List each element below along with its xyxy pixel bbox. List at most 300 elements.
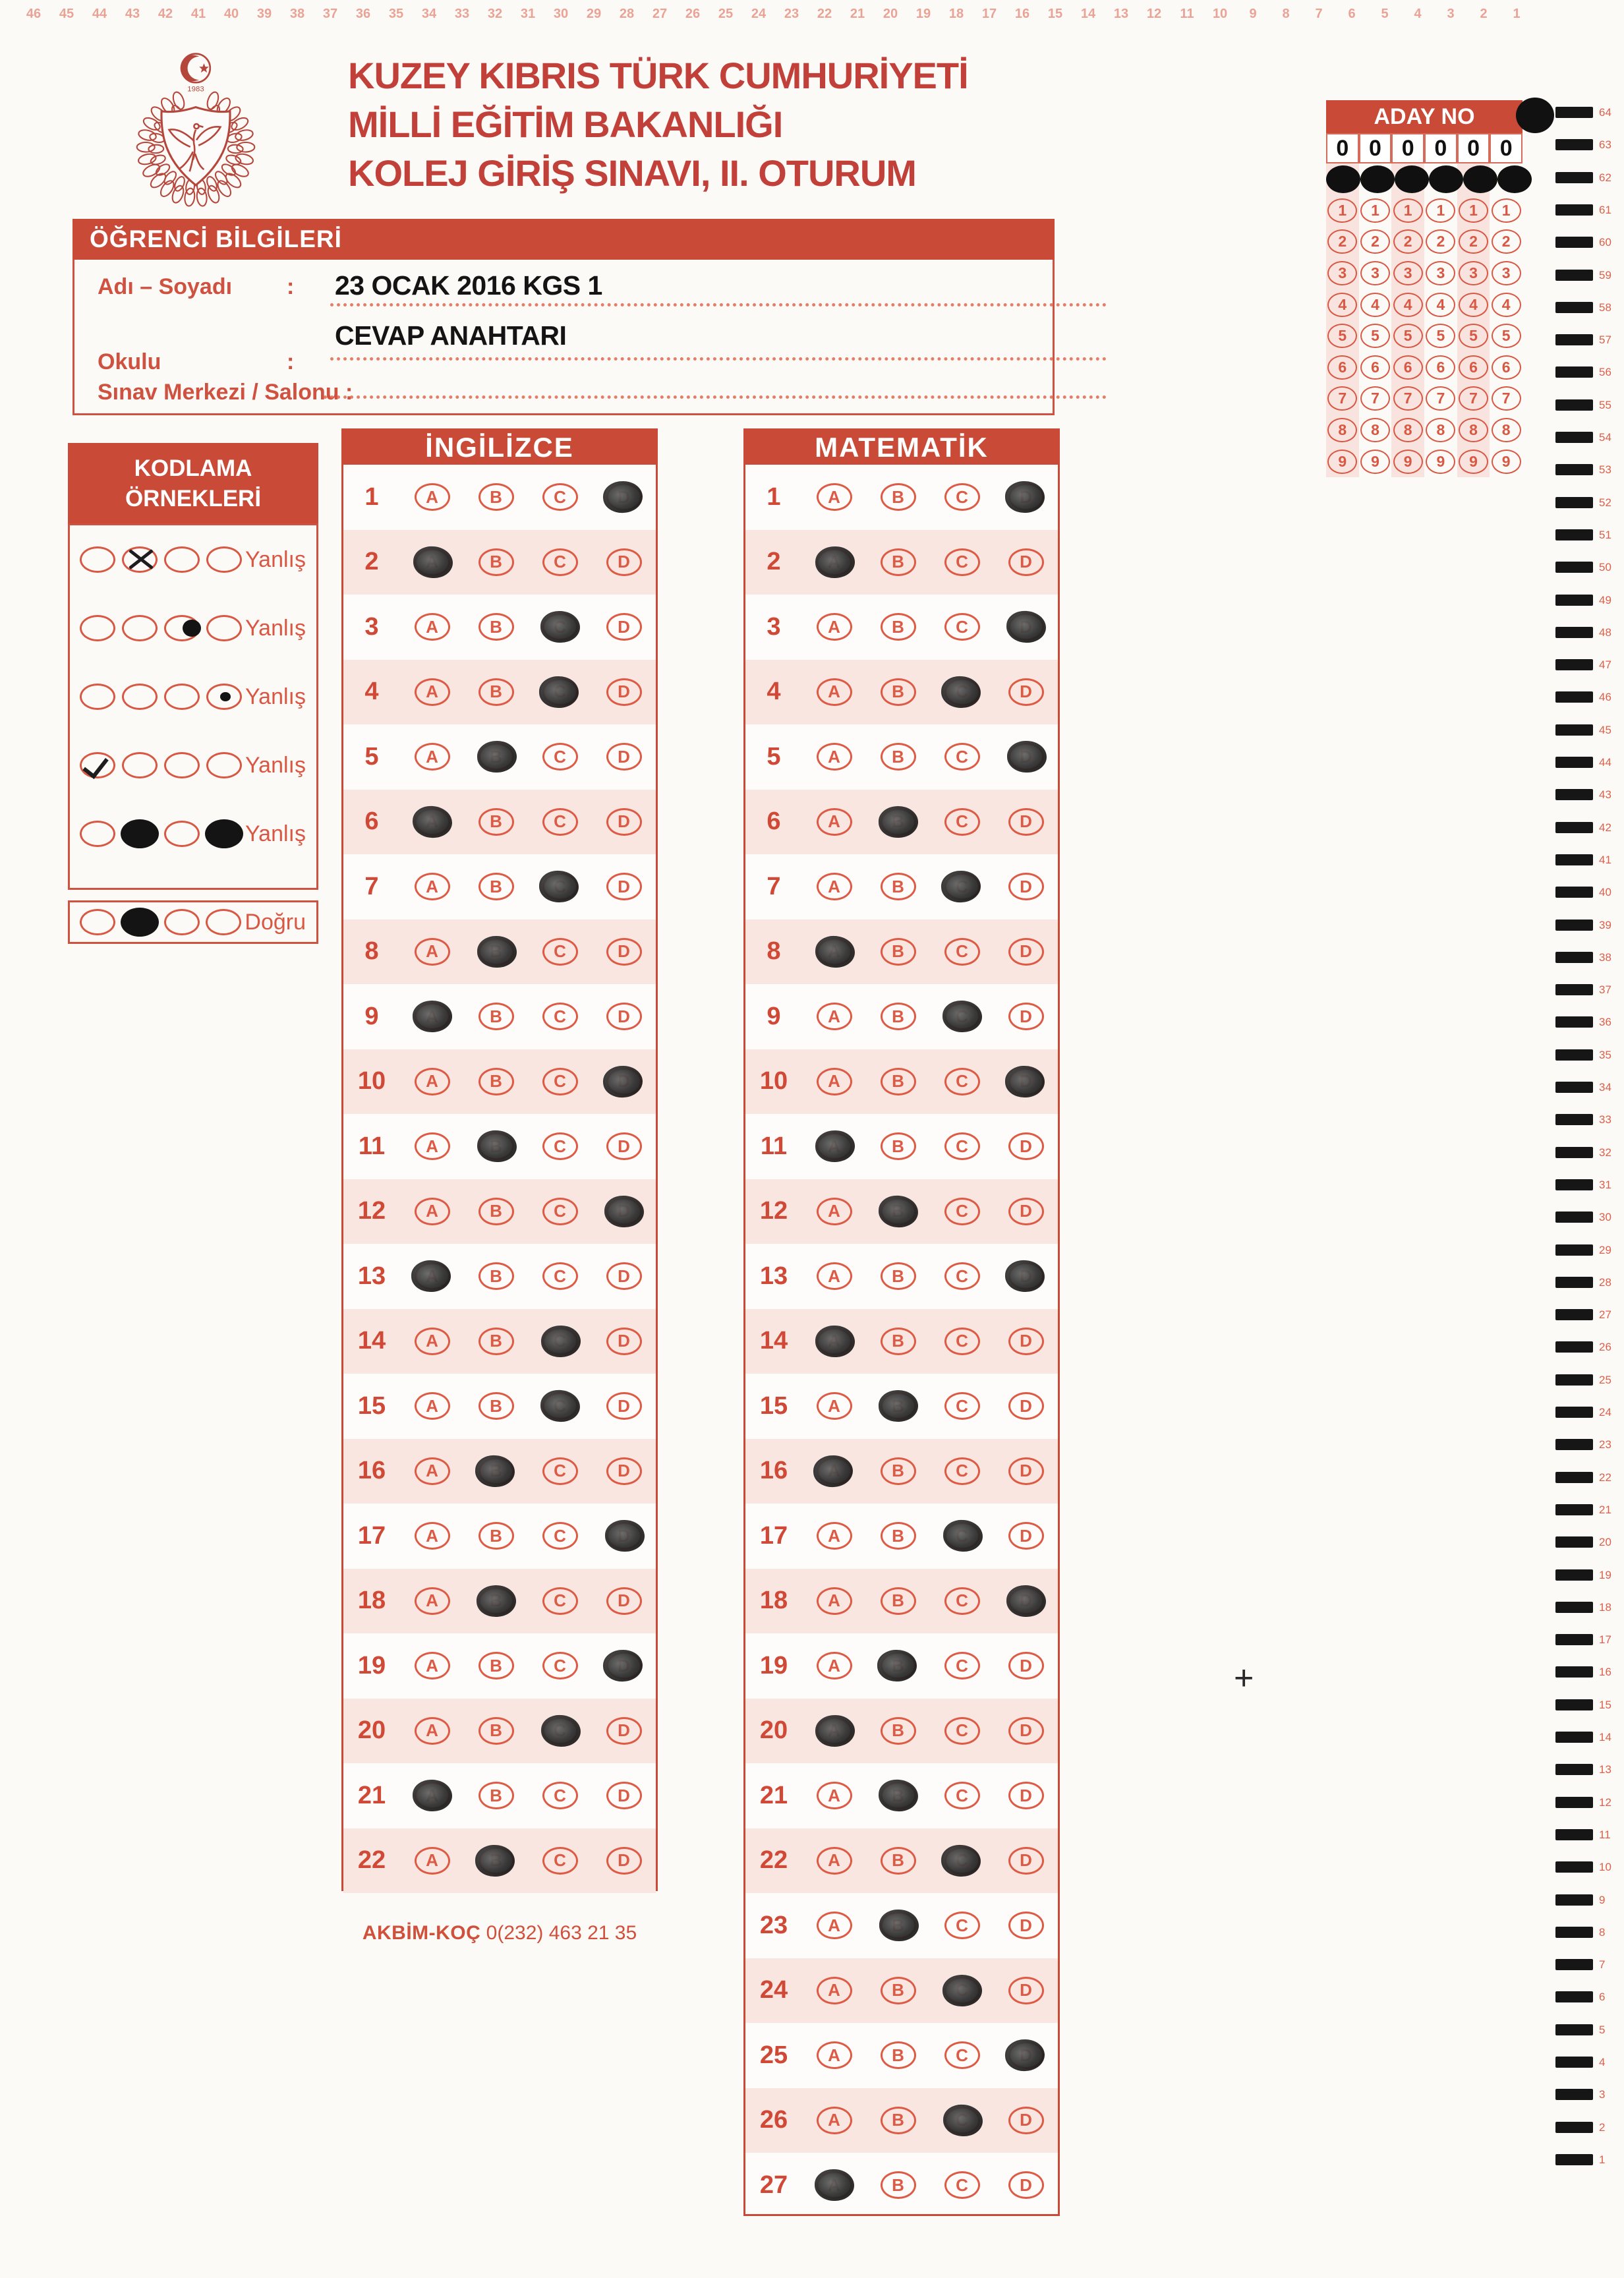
- answer-bubble[interactable]: C: [542, 1457, 578, 1485]
- question-row: [745, 1439, 1058, 1504]
- answer-bubble[interactable]: C: [944, 548, 980, 576]
- answer-bubble[interactable]: A: [817, 1522, 852, 1550]
- answer-cell: [802, 1587, 866, 1615]
- answer-cell: [528, 1652, 592, 1679]
- digit-bubble[interactable]: 9: [1492, 450, 1521, 474]
- question-number: 5: [364, 742, 379, 771]
- digit-bubble[interactable]: 9: [1327, 450, 1357, 474]
- ruler-number: 38: [289, 7, 305, 21]
- answer-bubble[interactable]: B: [478, 1392, 514, 1420]
- answer-cell: [994, 1652, 1058, 1679]
- pencil-mark: [411, 1260, 451, 1293]
- answer-bubble[interactable]: C: [944, 808, 980, 836]
- timing-mark: [1555, 691, 1593, 703]
- question-row: [745, 530, 1058, 595]
- timing-mark-number: 56: [1599, 366, 1611, 379]
- digit-bubble[interactable]: [1395, 165, 1429, 193]
- answer-bubble[interactable]: C: [944, 938, 980, 966]
- answer-bubble[interactable]: A: [817, 1068, 852, 1095]
- answer-bubble[interactable]: D: [606, 1392, 642, 1420]
- registration-dot: [1516, 98, 1554, 133]
- timing-mark-number: 20: [1599, 1536, 1611, 1549]
- digit-bubble[interactable]: 4: [1426, 293, 1455, 317]
- answer-bubble[interactable]: C: [944, 2171, 980, 2199]
- answer-bubble[interactable]: B: [478, 1522, 514, 1550]
- answer-bubble[interactable]: C: [542, 1652, 578, 1679]
- answer-bubble[interactable]: B: [478, 808, 514, 836]
- digit-bubble[interactable]: 2: [1426, 229, 1455, 254]
- answer-cell: [400, 1587, 464, 1615]
- digit-bubble[interactable]: [1497, 165, 1532, 193]
- answer-bubble[interactable]: A: [415, 1392, 450, 1420]
- digit-bubble[interactable]: 6: [1426, 355, 1455, 380]
- answer-bubble[interactable]: C: [542, 1262, 578, 1290]
- timing-mark-number: 2: [1599, 2120, 1606, 2134]
- answer-bubble[interactable]: C: [542, 1847, 578, 1875]
- timing-mark: [1555, 627, 1593, 638]
- digit-bubble[interactable]: 8: [1492, 418, 1521, 442]
- answer-bubble[interactable]: A: [817, 1977, 852, 2004]
- answer-bubble[interactable]: C: [542, 483, 578, 511]
- question-row: [745, 1699, 1058, 1764]
- answer-bubble[interactable]: D: [606, 1782, 642, 1809]
- digit-bubble[interactable]: 9: [1459, 450, 1488, 474]
- answer-bubble[interactable]: B: [478, 483, 514, 511]
- answer-bubble[interactable]: C: [944, 483, 980, 511]
- digit-bubble[interactable]: 4: [1393, 293, 1423, 317]
- answer-cell: [400, 1198, 464, 1225]
- answer-cell: [866, 1132, 930, 1160]
- answer-bubble[interactable]: C: [944, 1132, 980, 1160]
- answer-bubble[interactable]: D: [1008, 2107, 1044, 2134]
- answer-bubble[interactable]: D: [1008, 1782, 1044, 1809]
- answer-bubble[interactable]: C: [542, 1068, 578, 1095]
- answer-cell: [866, 2041, 930, 2069]
- answer-bubble[interactable]: A: [415, 1522, 450, 1550]
- answer-bubble[interactable]: C: [944, 1652, 980, 1679]
- answer-bubble[interactable]: B: [478, 1003, 514, 1030]
- answer-bubble[interactable]: D: [1008, 1457, 1044, 1485]
- answer-bubble[interactable]: D: [606, 1717, 642, 1745]
- ruler-number: 31: [520, 7, 536, 21]
- printer-brand: AKBİM-KOÇ: [362, 1922, 481, 1944]
- answer-bubble[interactable]: B: [881, 938, 916, 966]
- digit-bubble[interactable]: 2: [1459, 229, 1488, 254]
- answer-bubble[interactable]: A: [415, 1457, 450, 1485]
- answer-bubble[interactable]: C: [542, 808, 578, 836]
- digit-bubble[interactable]: 7: [1426, 386, 1455, 411]
- answer-bubble[interactable]: C: [542, 1132, 578, 1160]
- answer-bubble[interactable]: B: [881, 1068, 916, 1095]
- digit-bubble[interactable]: 7: [1327, 386, 1357, 411]
- answer-bubble[interactable]: D: [1008, 1847, 1044, 1875]
- answer-bubble[interactable]: B: [881, 1977, 916, 2004]
- answer-bubble[interactable]: D: [1008, 1328, 1044, 1355]
- digit-bubble[interactable]: 5: [1360, 324, 1390, 348]
- digit-bubble[interactable]: 4: [1492, 293, 1521, 317]
- answer-bubble[interactable]: A: [817, 2107, 852, 2134]
- answer-bubble[interactable]: C: [542, 548, 578, 576]
- answer-bubble[interactable]: A: [415, 483, 450, 511]
- digit-bubble[interactable]: 2: [1393, 229, 1423, 254]
- digit-bubble[interactable]: 1: [1327, 198, 1357, 223]
- digit-bubble[interactable]: [1360, 165, 1395, 193]
- timing-mark: [1555, 270, 1593, 281]
- digit-bubble[interactable]: 7: [1393, 386, 1423, 411]
- answer-bubble[interactable]: D: [606, 1587, 642, 1615]
- digit-bubble[interactable]: 8: [1426, 418, 1455, 442]
- timing-mark-number: 11: [1599, 1828, 1611, 1841]
- answer-bubble[interactable]: B: [478, 873, 514, 900]
- answer-bubble[interactable]: B: [881, 1717, 916, 1745]
- correct-example-box: [68, 900, 318, 944]
- answer-cell: [400, 1262, 464, 1290]
- answer-cell: [866, 873, 930, 900]
- digit-bubble[interactable]: 8: [1459, 418, 1488, 442]
- answer-bubble[interactable]: B: [881, 2041, 916, 2069]
- answer-cell: [802, 1262, 866, 1290]
- answer-bubble[interactable]: D: [606, 743, 642, 771]
- example-bubble-cell: [203, 612, 245, 644]
- pencil-mark: [1004, 1260, 1045, 1293]
- answer-cell: [994, 1717, 1058, 1745]
- answer-bubble[interactable]: D: [606, 873, 642, 900]
- digit-cell: [1359, 383, 1392, 415]
- answer-bubble[interactable]: B: [881, 743, 916, 771]
- ruler-number: 42: [158, 7, 173, 21]
- answer-bubble[interactable]: A: [415, 613, 450, 641]
- digit-bubble[interactable]: 2: [1492, 229, 1521, 254]
- digit-bubble[interactable]: 1: [1426, 198, 1455, 223]
- digit-cell: [1359, 226, 1392, 258]
- timing-mark: [1555, 1666, 1593, 1678]
- answer-bubble[interactable]: D: [606, 1328, 642, 1355]
- emblem-year: 1983: [187, 85, 204, 94]
- digit-bubble[interactable]: 6: [1327, 355, 1357, 380]
- example-bubble-cell: [76, 818, 119, 850]
- answer-bubble[interactable]: B: [881, 548, 916, 576]
- answer-bubble[interactable]: A: [817, 873, 852, 900]
- digit-bubble[interactable]: 1: [1492, 198, 1521, 223]
- timing-mark: [1555, 366, 1593, 378]
- digit-cell: [1391, 195, 1424, 227]
- question-row: [745, 1374, 1058, 1439]
- digit-cell: [1391, 226, 1424, 258]
- answer-bubble[interactable]: C: [542, 743, 578, 771]
- digit-bubble[interactable]: 3: [1393, 261, 1423, 285]
- answer-bubble[interactable]: C: [944, 1782, 980, 1809]
- answer-bubble[interactable]: A: [415, 1198, 450, 1225]
- question-row: [745, 724, 1058, 790]
- timing-mark: [1555, 822, 1593, 833]
- answer-bubble[interactable]: C: [944, 1912, 980, 1939]
- digit-bubble[interactable]: 7: [1492, 386, 1521, 411]
- answer-bubble[interactable]: D: [1008, 1717, 1044, 1745]
- digit-bubble[interactable]: 1: [1393, 198, 1423, 223]
- answer-bubble[interactable]: A: [415, 1587, 450, 1615]
- answer-bubble[interactable]: C: [944, 1457, 980, 1485]
- answer-bubble[interactable]: A: [415, 873, 450, 900]
- answer-bubble[interactable]: A: [415, 1068, 450, 1095]
- answer-bubble[interactable]: B: [478, 1328, 514, 1355]
- digit-bubble[interactable]: 1: [1459, 198, 1488, 223]
- answer-bubble[interactable]: D: [1008, 938, 1044, 966]
- answer-bubble[interactable]: D: [1008, 1392, 1044, 1420]
- answer-bubble[interactable]: B: [478, 613, 514, 641]
- answer-bubble[interactable]: B: [881, 2171, 916, 2199]
- question-number: 22: [759, 1846, 788, 1875]
- answer-bubble[interactable]: B: [881, 1328, 916, 1355]
- digit-bubble[interactable]: 3: [1492, 261, 1521, 285]
- answer-bubble[interactable]: B: [881, 1003, 916, 1030]
- answer-bubble[interactable]: A: [415, 678, 450, 706]
- answer-bubble[interactable]: B: [881, 483, 916, 511]
- answer-bubble[interactable]: A: [817, 2041, 852, 2069]
- digit-bubble[interactable]: 9: [1360, 450, 1390, 474]
- digit-bubble[interactable]: 9: [1426, 450, 1455, 474]
- answer-bubble[interactable]: C: [542, 1587, 578, 1615]
- digit-bubble[interactable]: 7: [1459, 386, 1488, 411]
- correct-example-row: [70, 902, 316, 942]
- timing-mark-number: 52: [1599, 496, 1611, 509]
- answer-bubble[interactable]: C: [944, 1392, 980, 1420]
- answer-bubble[interactable]: B: [881, 1262, 916, 1290]
- answer-cell: [464, 873, 528, 900]
- answer-bubble[interactable]: D: [606, 548, 642, 576]
- digit-bubble[interactable]: 7: [1360, 386, 1390, 411]
- digit-bubble[interactable]: 2: [1360, 229, 1390, 254]
- answer-cell: [930, 1132, 994, 1160]
- question-number: 8: [364, 937, 379, 966]
- digit-cell: [1359, 415, 1392, 446]
- answer-bubble[interactable]: C: [944, 1262, 980, 1290]
- digit-bubble-row: [1326, 195, 1522, 227]
- answer-bubble[interactable]: C: [542, 1198, 578, 1225]
- answer-bubble[interactable]: B: [478, 678, 514, 706]
- answer-bubble[interactable]: D: [606, 808, 642, 836]
- answer-bubble[interactable]: D: [1008, 1977, 1044, 2004]
- answer-cell: [592, 808, 656, 836]
- answer-bubble[interactable]: D: [606, 1132, 642, 1160]
- answer-bubble[interactable]: B: [881, 873, 916, 900]
- answer-bubble[interactable]: B: [881, 1847, 916, 1875]
- answer-bubble[interactable]: A: [415, 1132, 450, 1160]
- digit-bubble[interactable]: 2: [1327, 229, 1357, 254]
- answer-bubble[interactable]: B: [881, 2107, 916, 2134]
- emblem-shield: [161, 107, 230, 185]
- digit-bubble[interactable]: [1326, 165, 1360, 193]
- question-row: [745, 1114, 1058, 1179]
- answer-bubble[interactable]: B: [478, 1262, 514, 1290]
- answer-cell: [464, 1003, 528, 1030]
- answer-bubble[interactable]: D: [1008, 1522, 1044, 1550]
- digit-cell: [1424, 289, 1457, 320]
- answer-bubble[interactable]: A: [817, 1912, 852, 1939]
- answer-bubble[interactable]: B: [478, 548, 514, 576]
- answer-bubble[interactable]: A: [415, 938, 450, 966]
- empty-bubble-example: [206, 909, 241, 935]
- digit-bubble[interactable]: 8: [1393, 418, 1423, 442]
- answer-cell: [528, 1003, 592, 1030]
- timing-mark: [1555, 1049, 1593, 1061]
- answer-bubble[interactable]: A: [817, 1782, 852, 1809]
- answer-cell: [528, 1717, 592, 1745]
- question-row: [343, 1763, 656, 1828]
- timing-mark-number: 14: [1599, 1731, 1611, 1743]
- answer-bubble[interactable]: C: [944, 1717, 980, 1745]
- answer-bubble[interactable]: D: [1008, 808, 1044, 836]
- example-label: Yanlış: [245, 546, 306, 572]
- answer-cell: [994, 1198, 1058, 1225]
- section-panel-english: [341, 428, 658, 1891]
- question-row: [343, 1569, 656, 1634]
- answer-bubble[interactable]: D: [606, 938, 642, 966]
- answer-bubble[interactable]: A: [415, 743, 450, 771]
- answer-bubble[interactable]: D: [1008, 1132, 1044, 1160]
- answer-cell: [464, 1328, 528, 1355]
- timing-mark-number: 32: [1599, 1146, 1611, 1159]
- digit-bubble[interactable]: 9: [1393, 450, 1423, 474]
- answer-bubble[interactable]: A: [415, 1717, 450, 1745]
- answer-bubble[interactable]: B: [478, 1652, 514, 1679]
- answer-bubble[interactable]: B: [478, 1198, 514, 1225]
- answer-bubble[interactable]: C: [944, 613, 980, 641]
- answer-bubble[interactable]: C: [944, 1587, 980, 1615]
- answer-bubble[interactable]: B: [881, 678, 916, 706]
- answer-bubble[interactable]: A: [415, 1652, 450, 1679]
- digit-bubble[interactable]: 3: [1327, 261, 1357, 285]
- answer-cell: [464, 1522, 528, 1550]
- answer-bubble[interactable]: D: [1008, 548, 1044, 576]
- answer-bubble[interactable]: A: [817, 1652, 852, 1679]
- digit-bubble[interactable]: 6: [1459, 355, 1488, 380]
- answer-bubble[interactable]: B: [881, 1457, 916, 1485]
- answer-bubble[interactable]: B: [881, 613, 916, 641]
- question-row: [745, 465, 1058, 530]
- question-number: 11: [358, 1132, 386, 1160]
- digit-cell: [1490, 383, 1522, 415]
- answer-bubble[interactable]: A: [817, 1198, 852, 1225]
- answer-bubble[interactable]: A: [817, 613, 852, 641]
- answer-bubble[interactable]: B: [881, 1522, 916, 1550]
- answer-bubble[interactable]: C: [542, 1003, 578, 1030]
- digit-cell: [1424, 352, 1457, 384]
- answer-bubble[interactable]: B: [881, 1132, 916, 1160]
- answer-bubble[interactable]: C: [944, 1198, 980, 1225]
- answer-cell: [592, 873, 656, 900]
- answer-bubble[interactable]: C: [944, 743, 980, 771]
- digit-bubble[interactable]: 5: [1426, 324, 1455, 348]
- answer-bubble[interactable]: D: [606, 1457, 642, 1485]
- answer-bubble[interactable]: B: [478, 1717, 514, 1745]
- name-write-line[interactable]: [330, 303, 1107, 307]
- answer-bubble[interactable]: A: [817, 1847, 852, 1875]
- answer-bubble[interactable]: B: [478, 1782, 514, 1809]
- answer-bubble[interactable]: D: [606, 678, 642, 706]
- timing-mark: [1555, 789, 1593, 800]
- question-number: 3: [364, 612, 379, 641]
- coding-header-line-1: KODLAMA: [134, 455, 252, 481]
- exam-center-write-line[interactable]: [324, 395, 1107, 399]
- digit-bubble[interactable]: 5: [1393, 324, 1423, 348]
- digit-bubble[interactable]: 3: [1360, 261, 1390, 285]
- answer-bubble[interactable]: A: [817, 1587, 852, 1615]
- answer-bubble[interactable]: D: [606, 1003, 642, 1030]
- answer-bubble[interactable]: D: [606, 613, 642, 641]
- timing-mark-number: 40: [1599, 886, 1611, 899]
- answer-bubble[interactable]: D: [1008, 678, 1044, 706]
- answer-bubble[interactable]: A: [817, 808, 852, 836]
- timing-mark-number: 21: [1599, 1503, 1611, 1516]
- answer-bubble[interactable]: D: [606, 1847, 642, 1875]
- answer-bubble[interactable]: C: [944, 2041, 980, 2069]
- answer-cell: [802, 483, 866, 511]
- pencil-mark: [941, 676, 981, 709]
- digit-bubble[interactable]: 8: [1360, 418, 1390, 442]
- answer-cell: [802, 1068, 866, 1095]
- digit-bubble[interactable]: 3: [1426, 261, 1455, 285]
- ruler-number: 6: [1348, 7, 1356, 21]
- timing-mark-number: 48: [1599, 626, 1611, 639]
- answer-bubble[interactable]: A: [817, 1003, 852, 1030]
- digit-bubble[interactable]: 3: [1459, 261, 1488, 285]
- question-number: 13: [759, 1262, 788, 1290]
- answer-bubble[interactable]: A: [817, 1392, 852, 1420]
- answer-bubble[interactable]: D: [1008, 873, 1044, 900]
- answer-bubble[interactable]: A: [817, 743, 852, 771]
- candidate-digit-box: 0: [1326, 133, 1359, 163]
- answer-bubble[interactable]: C: [542, 938, 578, 966]
- digit-bubble[interactable]: 6: [1492, 355, 1521, 380]
- answer-bubble[interactable]: A: [817, 483, 852, 511]
- timing-mark: [1555, 1439, 1593, 1450]
- digit-bubble[interactable]: 6: [1393, 355, 1423, 380]
- answer-bubble[interactable]: D: [1008, 1652, 1044, 1679]
- answer-bubble[interactable]: B: [478, 1068, 514, 1095]
- answer-bubble[interactable]: C: [944, 1068, 980, 1095]
- answer-bubble[interactable]: D: [1008, 1912, 1044, 1939]
- answer-bubble[interactable]: D: [1008, 1198, 1044, 1225]
- answer-cell: [592, 1392, 656, 1420]
- ruler-number: 9: [1249, 7, 1257, 21]
- answer-bubble[interactable]: D: [1008, 1003, 1044, 1030]
- digit-bubble[interactable]: 5: [1492, 324, 1521, 348]
- answer-bubble[interactable]: A: [817, 678, 852, 706]
- answer-bubble[interactable]: D: [606, 1262, 642, 1290]
- school-write-line[interactable]: [330, 357, 1107, 361]
- question-row: [343, 984, 656, 1049]
- digit-bubble[interactable]: [1463, 165, 1497, 193]
- digit-bubble[interactable]: 4: [1459, 293, 1488, 317]
- answer-bubble[interactable]: B: [881, 1587, 916, 1615]
- answer-bubble[interactable]: A: [817, 1262, 852, 1290]
- digit-bubble[interactable]: [1429, 165, 1463, 193]
- digit-bubble[interactable]: 4: [1327, 293, 1357, 317]
- answer-cell: [464, 1587, 528, 1615]
- answer-bubble[interactable]: C: [944, 1328, 980, 1355]
- digit-bubble[interactable]: 4: [1360, 293, 1390, 317]
- digit-bubble[interactable]: 1: [1360, 198, 1390, 223]
- answer-bubble[interactable]: D: [1008, 2171, 1044, 2199]
- answer-bubble[interactable]: C: [542, 1782, 578, 1809]
- answer-bubble[interactable]: C: [542, 1522, 578, 1550]
- digit-bubble[interactable]: 5: [1459, 324, 1488, 348]
- answer-bubble[interactable]: A: [415, 1328, 450, 1355]
- digit-bubble[interactable]: 6: [1360, 355, 1390, 380]
- digit-bubble[interactable]: 8: [1327, 418, 1357, 442]
- answer-bubble[interactable]: A: [415, 1847, 450, 1875]
- digit-bubble[interactable]: 5: [1327, 324, 1357, 348]
